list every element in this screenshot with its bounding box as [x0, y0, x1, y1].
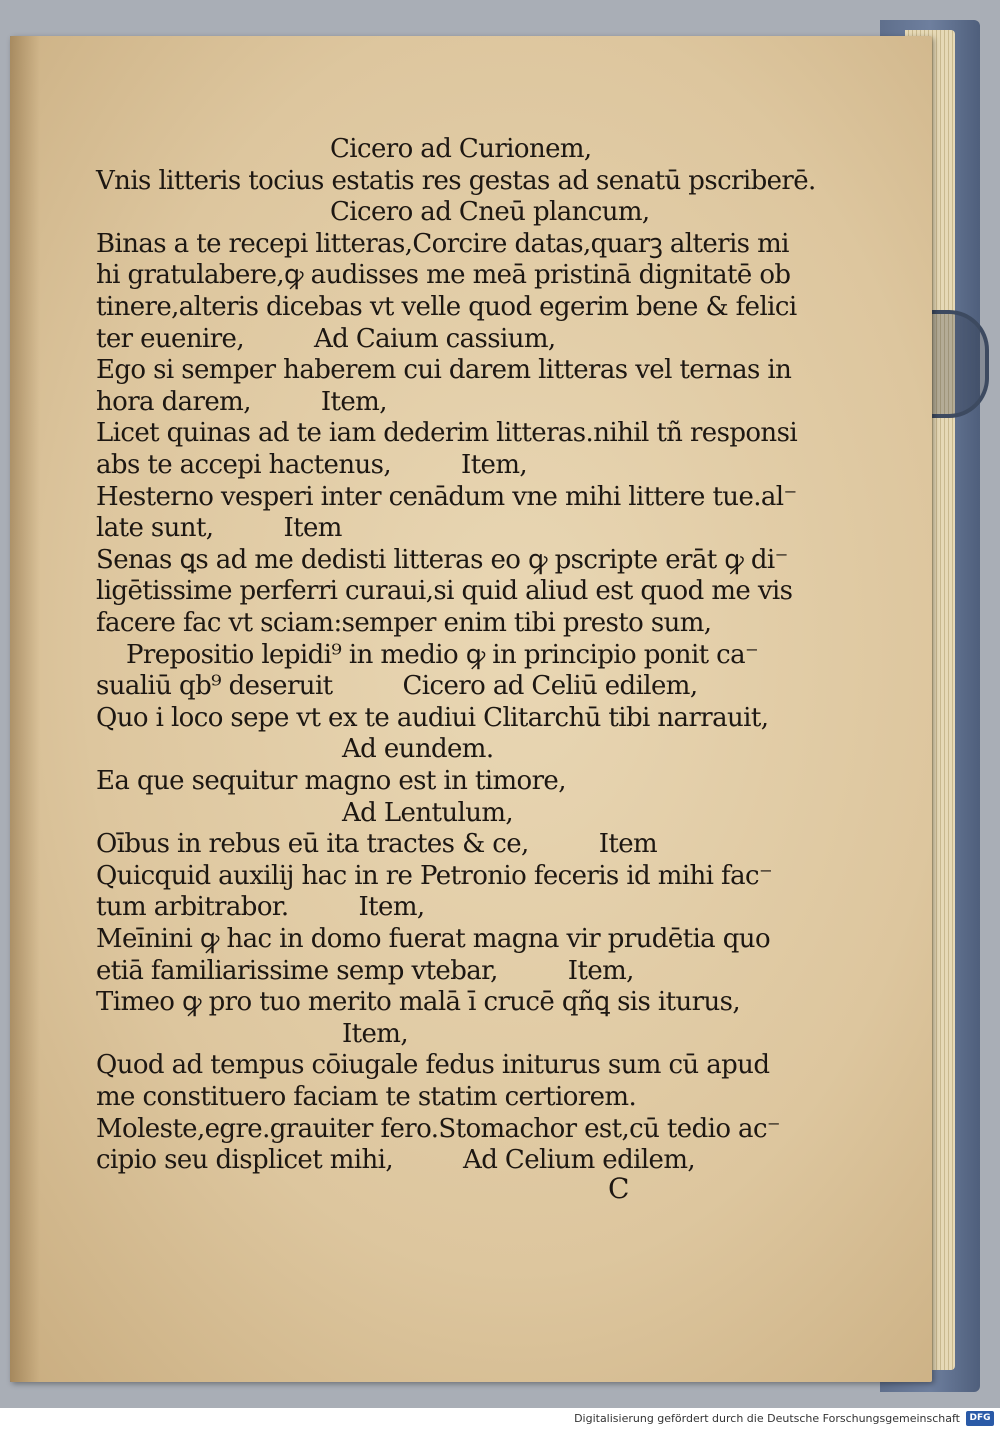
text-line	[96, 702, 768, 734]
line-text: cipio seu displicet mihi,	[96, 1145, 394, 1176]
footer-credit: Digitalisierung gefördert durch die Deutsche Forschungsgemeinschaft	[574, 1412, 960, 1425]
line-text: Cicero ad Curionem,	[330, 134, 592, 164]
line-text: Vnis litteris tocius estatis res gestas ad senatū pscriberē.	[96, 165, 816, 196]
text-line	[126, 639, 758, 671]
line-text: ligētissime perferri curaui,si quid aliud est quod me vis	[96, 576, 793, 607]
line-text: abs te accepi hactenus,	[96, 450, 392, 480]
line-text: Quod ad tempus cōiugale fedus initurus sum cū apud	[96, 1050, 770, 1081]
line-text: Licet quinas ad te iam dederim litteras.nihil tñ responsi	[96, 418, 798, 449]
text-line	[96, 1049, 769, 1081]
line-text: hi gratulabere,ꝙ audisses me meā pristinā dignitatē ob	[96, 260, 791, 291]
line-text: Binas a te recepi litteras,Corcire datas,quarꝫ alteris mi	[96, 228, 789, 259]
footer-bar	[0, 1408, 1000, 1430]
line-text: hora darem,	[96, 386, 251, 417]
line-text: facere fac vt sciam:semper enim tibi presto sum,	[96, 608, 712, 638]
text-line	[342, 1018, 408, 1050]
text-line	[96, 354, 791, 386]
line-text: Quo i loco sepe vt ex te audiui Clitarchū tibi narrauit,	[96, 702, 769, 733]
text-line	[330, 133, 592, 165]
line-text: tinere,alteris dicebas vt velle quod egerim bene & felici	[96, 292, 797, 322]
text-line	[342, 733, 494, 765]
line-text: Ad eundem.	[342, 734, 494, 765]
line-text: Ad Lentulum,	[342, 797, 514, 828]
text-line	[96, 986, 740, 1018]
signature-mark: C	[608, 1172, 630, 1205]
line-text: late sunt,	[96, 513, 214, 544]
line-suffix: Item,	[567, 955, 634, 986]
dfg-logo: DFG	[966, 1411, 994, 1426]
text-line	[342, 797, 513, 829]
line-text: Item,	[342, 1018, 409, 1049]
text-line	[96, 765, 566, 797]
line-text: Ego si semper haberem cui darem litteras vel ternas in	[96, 355, 792, 386]
line-text: etiā familiarissime semp vtebar,	[96, 955, 498, 986]
line-text: Timeo ꝙ pro tuo merito malā ī crucē qñꝗ sis iturus,	[96, 987, 741, 1018]
line-text: tum arbitrabor.	[96, 892, 289, 923]
text-line	[96, 512, 342, 544]
line-text: Meīnini ꝙ hac in domo fuerat magna vir prudētia quo	[96, 924, 770, 954]
page-text	[10, 36, 932, 1382]
line-suffix: Cicero ad Celiū edilem,	[402, 671, 698, 702]
text-line	[96, 386, 387, 418]
line-text: Ea que sequitur magno est in timore,	[96, 766, 566, 796]
line-text: sualiū qb⁹ deseruit	[96, 671, 333, 702]
line-text: Cicero ad Cneū plancum,	[330, 197, 650, 228]
text-line	[96, 828, 657, 860]
book-page	[10, 36, 932, 1382]
text-line	[96, 955, 634, 987]
line-text: me constituero faciam te statim certiorem.	[96, 1082, 637, 1112]
line-text: Moleste,egre.grauiter fero.Stomachor est,cū tedio ac⁻	[96, 1113, 781, 1144]
text-line	[96, 1144, 695, 1176]
text-line	[96, 923, 770, 955]
text-line	[96, 291, 797, 323]
line-suffix: Item,	[461, 450, 528, 480]
line-suffix: Item	[598, 829, 658, 860]
line-text: Senas ꝗs ad me dedisti litteras eo ꝙ pscripte erāt ꝙ di⁻	[96, 544, 788, 575]
text-line	[96, 670, 698, 702]
text-line	[330, 196, 650, 228]
text-line	[96, 860, 772, 892]
text-line	[96, 607, 711, 639]
line-suffix: Item,	[320, 386, 387, 417]
line-text: Oībus in rebus eū ita tractes & ce,	[96, 829, 529, 860]
text-line	[96, 544, 788, 576]
line-text: Hesterno vesperi inter cenādum vne mihi littere tue.al⁻	[96, 481, 797, 512]
text-line	[96, 481, 797, 513]
line-suffix: Ad Caium cassium,	[314, 323, 556, 354]
text-line	[96, 165, 816, 197]
line-suffix: Item,	[358, 892, 425, 923]
book-clasp	[925, 310, 989, 418]
line-suffix: Ad Celium edilem,	[463, 1145, 696, 1176]
line-text: Prepositio lepidi⁹ in medio ꝙ in principio ponit ca⁻	[126, 639, 759, 670]
text-line	[96, 417, 797, 449]
line-text: Quicquid auxilij hac in re Petronio feceris id mihi fac⁻	[96, 860, 773, 891]
line-suffix: Item	[283, 513, 342, 544]
text-line	[96, 891, 425, 923]
text-line	[96, 1113, 780, 1145]
line-text: ter euenire,	[96, 323, 244, 354]
text-line	[96, 323, 556, 355]
text-line	[96, 1081, 636, 1113]
text-line	[96, 259, 790, 291]
text-line	[96, 228, 789, 260]
text-line	[96, 449, 527, 481]
text-line	[96, 575, 792, 607]
